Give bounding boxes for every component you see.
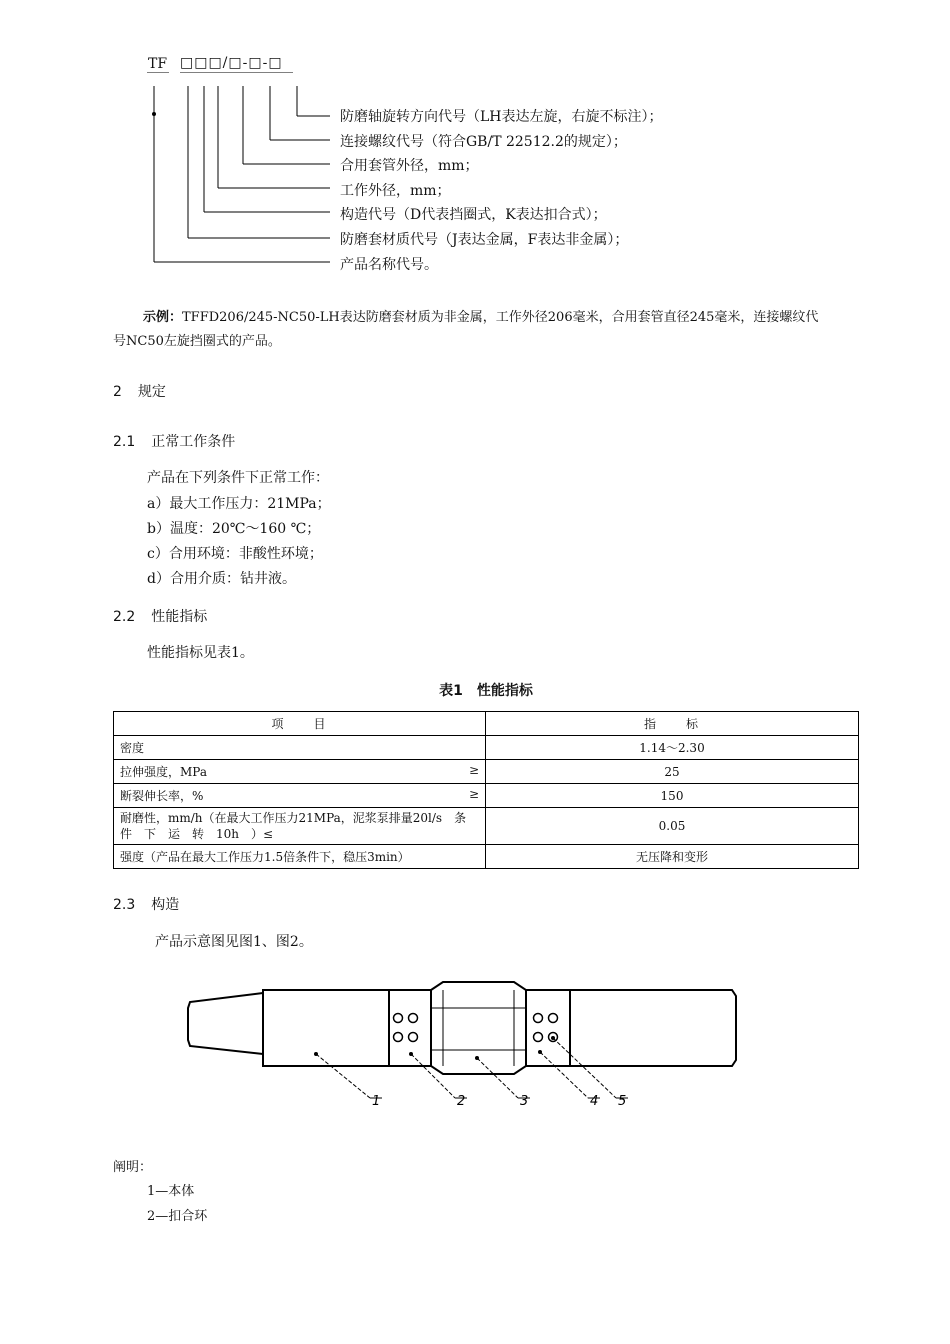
- table-row: [114, 784, 859, 808]
- code-line-5: 构造代号（D代表挡圈式，K表达扣合式）；: [340, 207, 607, 223]
- table-cell-value: 无压降和变形: [486, 845, 859, 869]
- row-item-text: 拉伸强度，MPa: [120, 765, 207, 779]
- section-2-1-heading: [113, 431, 235, 451]
- code-prefix: TF: [148, 56, 168, 72]
- section-2-3-title: 构造: [151, 897, 180, 913]
- table-cell-item: [114, 808, 486, 845]
- section-2-num: 2: [113, 384, 122, 400]
- row-item-text: 强度（产品在最大工作压力1.5倍条件下，稳压3min）: [120, 850, 410, 864]
- condition-item: b）温度：20℃～160 ℃；: [147, 521, 321, 537]
- example-text-1: TFFD206/245-NC50-LH表达防磨套材质为非金属，工作外径206毫米，合用套管直径245毫米，连接螺纹代: [182, 310, 819, 325]
- section-2-1-intro: 产品在下列条件下正常工作：: [147, 470, 329, 486]
- section-2-2-heading: [113, 606, 207, 626]
- table-header-item: 项 目: [114, 712, 486, 736]
- example-text-2: 号NC50左旋挡圈式的产品。: [113, 334, 281, 349]
- table-row: [114, 808, 859, 845]
- table-cell-item: [114, 845, 486, 869]
- example-line-1: [143, 306, 818, 325]
- row-item-text: 耐磨性，mm/h（在最大工作压力21MPa，泥浆泵排量20l/s 条 件 下 运 转 10h ）≤: [120, 811, 479, 841]
- callout-4: 4: [590, 1094, 599, 1109]
- callout-3: 3: [520, 1094, 529, 1109]
- section-2-heading: [113, 381, 166, 401]
- table-cell-item: [114, 784, 486, 808]
- code-line-2: 连接螺纹代号（符合GB/T 22512.2的规定）；: [340, 134, 627, 150]
- product-drawing: [180, 980, 750, 1110]
- section-2-3-text: 产品示意图见图1、图2。: [155, 934, 313, 950]
- table-cell-value: 0.05: [486, 808, 859, 845]
- callout-5: 5: [618, 1094, 627, 1109]
- legend-item: 1—本体: [147, 1184, 195, 1199]
- example-label: 示例：: [143, 310, 183, 325]
- section-2-2-text: 性能指标见表1。: [147, 645, 254, 661]
- table-caption: 表1 性能指标: [439, 683, 533, 699]
- table-header-row: [114, 712, 859, 736]
- condition-item: d）合用介质：钻井液。: [147, 571, 296, 587]
- table-cell-value: 1.14～2.30: [486, 736, 859, 760]
- section-2-title: 规定: [137, 384, 166, 400]
- code-line-7: 产品名称代号。: [340, 257, 438, 273]
- table-header-value: 指 标: [486, 712, 859, 736]
- table-cell-value: 25: [486, 760, 859, 784]
- table-row: [114, 736, 859, 760]
- callout-2: 2: [457, 1094, 466, 1109]
- section-2-3-heading: [113, 894, 179, 914]
- section-2-3-num: 2.3: [113, 897, 136, 913]
- table-cell-item: [114, 760, 486, 784]
- row-item-text: 密度: [120, 741, 145, 755]
- section-2-2-title: 性能指标: [151, 609, 208, 625]
- code-line-3: 合用套管外径，mm；: [340, 158, 479, 174]
- section-2-1-title: 正常工作条件: [151, 434, 236, 450]
- section-2-2-num: 2.2: [113, 609, 136, 625]
- legend-title: 阐明：: [113, 1160, 153, 1175]
- code-line-4: 工作外径，mm；: [340, 183, 451, 199]
- table-cell-value: 150: [486, 784, 859, 808]
- table-cell-item: [114, 736, 486, 760]
- table-row: [114, 845, 859, 869]
- legend-item: 2—扣合环: [147, 1209, 208, 1224]
- callout-1: 1: [372, 1094, 381, 1109]
- condition-item: a）最大工作压力：21MPa；: [147, 496, 331, 512]
- code-line-6: 防磨套材质代号（J表达金属，F表达非金属）；: [340, 232, 629, 248]
- row-ge-symbol: ≥: [468, 763, 479, 777]
- code-line-1: 防磨轴旋转方向代号（LH表达左旋，右旋不标注）；: [340, 109, 663, 125]
- code-bracket-lines: [140, 72, 340, 272]
- table-row: [114, 760, 859, 784]
- code-pattern: □□□/□-□-□: [180, 55, 283, 71]
- condition-item: c）合用环境：非酸性环境；: [147, 546, 323, 562]
- performance-table: [113, 711, 859, 869]
- row-item-text: 断裂伸长率，%: [120, 789, 204, 803]
- section-2-1-num: 2.1: [113, 434, 136, 450]
- row-ge-symbol: ≥: [468, 787, 479, 801]
